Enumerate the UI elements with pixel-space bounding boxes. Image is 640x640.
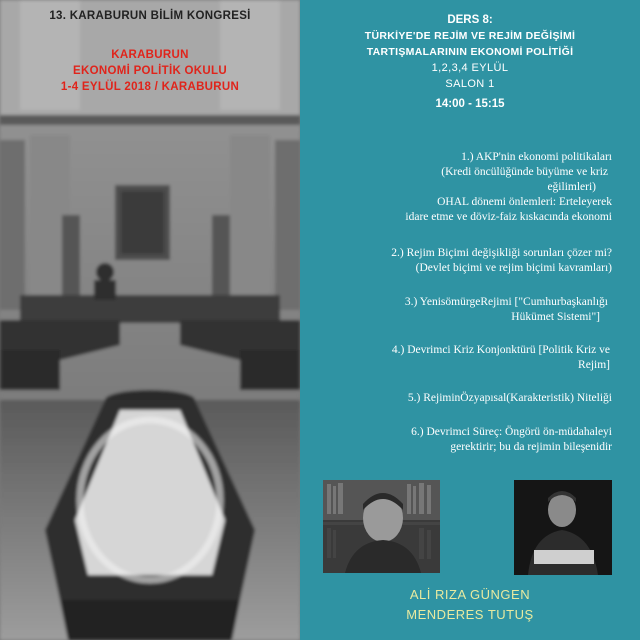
list-item-line: (Kredi öncülüğünde büyüme ve kriz xyxy=(441,166,608,178)
info-panel xyxy=(300,0,640,640)
list-item-line: 3.) YenisömürgeRejimi ["Cumhurbaşkanlığı xyxy=(404,296,608,308)
speaker-portrait-image xyxy=(514,480,612,575)
list-item xyxy=(408,391,612,406)
list-item xyxy=(391,246,612,276)
speaker-photo xyxy=(514,480,612,575)
meeting-room-photo xyxy=(0,0,300,640)
speaker-photo xyxy=(323,480,440,573)
list-item-line: Hükümet Sistemi"] xyxy=(511,311,600,323)
list-item-line: 1.) AKP'nin ekonomi politikaları xyxy=(461,151,612,163)
congress-title: 13. KARABURUN BİLİM KONGRESİ xyxy=(49,10,251,22)
school-line: KARABURUN xyxy=(111,49,189,61)
list-item xyxy=(411,425,612,455)
school-title xyxy=(0,47,300,95)
speaker-name: MENDERES TUTUŞ xyxy=(406,607,534,622)
list-item xyxy=(392,343,610,373)
speaker-names xyxy=(300,585,640,625)
list-item-line: OHAL dönemi önlemleri: Erteleyerek xyxy=(437,196,612,208)
list-item-line: 6.) Devrimci Süreç: Öngörü ön-müdahaleyi xyxy=(411,426,612,438)
list-item-line: gerektirir; bu da rejimin bileşenidir xyxy=(450,441,612,453)
lesson-topic: TÜRKİYE'DE REJİM VE REJİM DEĞİŞİMİ xyxy=(364,30,576,42)
list-item xyxy=(405,150,612,225)
list-item-line: Rejim] xyxy=(578,359,610,371)
speaker-portrait-image xyxy=(323,480,440,573)
lesson-topic: TARTIŞMALARININ EKONOMİ POLİTİĞİ xyxy=(366,46,574,58)
poster-photo-panel xyxy=(0,0,300,640)
school-dates-line: 1-4 EYLÜL 2018 / KARABURUN xyxy=(60,81,240,93)
lesson-header xyxy=(300,12,640,114)
list-item xyxy=(405,295,608,325)
lesson-time: 14:00 - 15:15 xyxy=(435,98,505,110)
list-item-line: 2.) Rejim Biçimi değişikliği sorunları çözer mi? xyxy=(391,247,612,259)
lesson-dates: 1,2,3,4 EYLÜL xyxy=(431,62,509,74)
list-item-line: eğilimleri) xyxy=(547,181,596,193)
lesson-hall: SALON 1 xyxy=(445,78,495,90)
list-item-line: idare etme ve döviz-faiz kıskacında ekonomi xyxy=(405,211,612,223)
school-line: EKONOMİ POLİTİK OKULU xyxy=(73,65,227,77)
list-item-line: 4.) Devrimci Kriz Konjonktürü [Politik Kriz ve xyxy=(391,344,610,356)
speaker-name: ALİ RIZA GÜNGEN xyxy=(409,587,531,602)
lesson-number: DERS 8: xyxy=(447,14,493,26)
list-item-line: (Devlet biçimi ve rejim biçimi kavramları) xyxy=(415,262,612,274)
list-item-line: 5.) RejiminÖzyapısal(Karakteristik) Niteliği xyxy=(407,392,612,404)
